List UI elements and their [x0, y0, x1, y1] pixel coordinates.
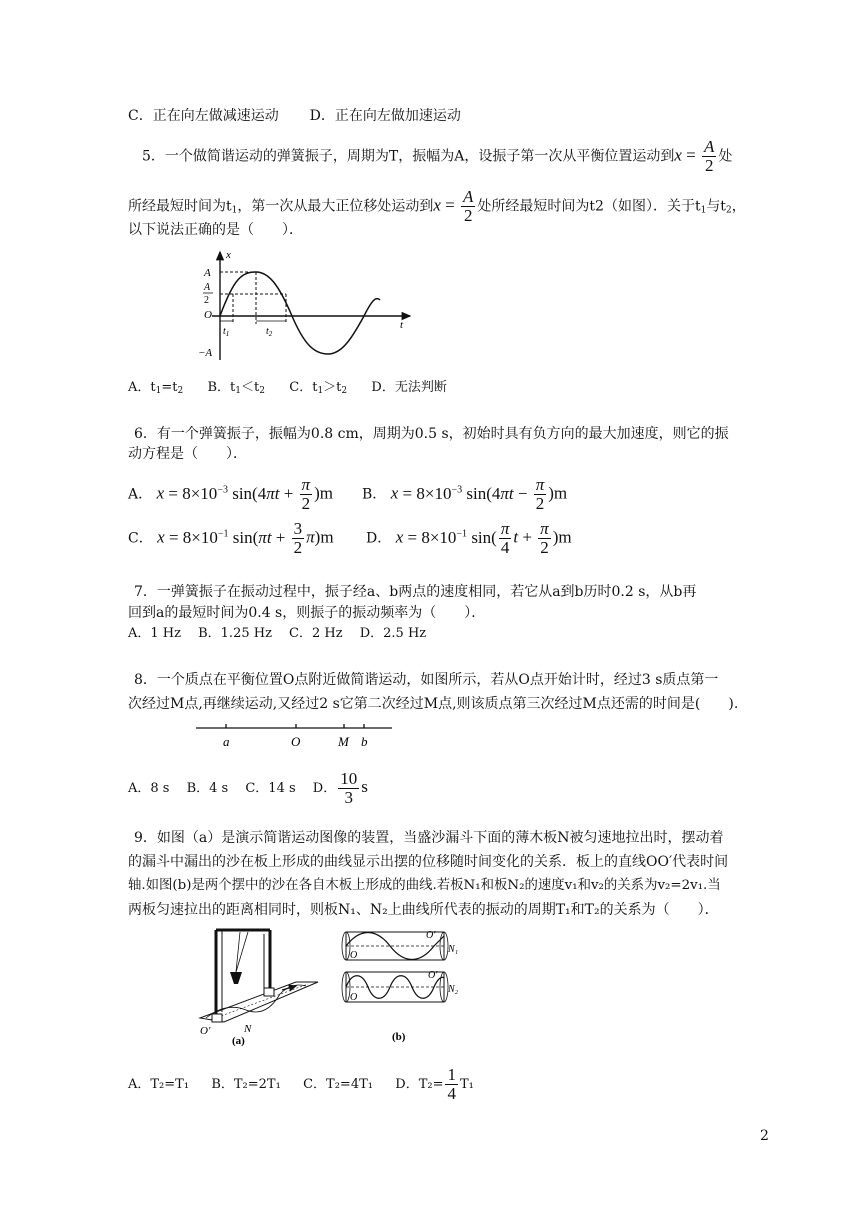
figure-b-caption: (b)	[392, 1031, 406, 1043]
q9-line4: 两板匀速拉出的距离相同时，则板N₁、N₂上曲线所代表的振动的周期T₁和T₂的关系为（ ）．	[128, 902, 719, 918]
q6-line1: 6．有一个弹簧振子，振幅为0.8 cm，周期为0.5 s，初始时具有负方向的最大加速度，则它的振	[134, 426, 729, 442]
q5-options: A．$t_1=t_2$ B．$t_1<t_2$ C．$t_1>t_2$ D．无法判断	[128, 380, 447, 396]
point-m-label: M	[338, 734, 349, 749]
half-amp-den: 2	[204, 295, 209, 306]
o2-label: O	[350, 992, 358, 1003]
o-prime-label: O′	[200, 1025, 211, 1037]
figure-a-caption: (a)	[232, 1035, 245, 1046]
board-n-label: N	[244, 1023, 252, 1035]
q8-line1: 8．一个质点在平衡位置O点附近做简谐运动，如图所示，若从O点开始计时，经过3 s质点第一	[134, 672, 719, 688]
o1-prime-label: O′	[426, 930, 436, 941]
q7-line2: 回到a的最短时间为0.4 s，则振子的振动频率为（ ）．	[128, 605, 486, 621]
q9-options: A．T₂=T₁ B．T₂=2T₁ C．T₂=4T₁ D．T₂= $\frac{1}{4}$ T₁	[128, 1065, 474, 1103]
q4-option-d: D．正在向左做加速运动	[309, 108, 461, 124]
o1-label: O	[350, 950, 358, 961]
q8-options: A．8 s B．4 s C．14 s D． $\frac{10}{3}$ s	[128, 769, 368, 807]
q9-line3: 轴.如图(b)是两个摆中的沙在各自木板上形成的曲线.若板N₁和板N₂的速度v₁和v₂的关系为v₂=2v₁.当	[128, 878, 721, 893]
half-amp-num: A	[204, 282, 211, 293]
neg-amplitude-label: −A	[198, 347, 213, 359]
q8-line2: 次经过M点,再继续运动,又经过2 s它第二次经过M点,则该质点第三次经过M点还需的时间是( ).	[128, 696, 739, 712]
q8-number-line	[196, 722, 396, 752]
q6-option-c: C． $x = 8\times 10^{-1}$ sin(πt + $\frac{3}{2}$ π)m	[128, 519, 334, 557]
q9-line1: 9．如图（a）是演示简谐运动图像的装置，当盛沙漏斗下面的薄木板N被匀速地拉出时，摆动着	[134, 830, 724, 846]
sine-curve	[220, 272, 380, 354]
t2-label: $t_2$	[266, 326, 273, 338]
page-number: 2	[760, 1128, 769, 1144]
n2-label: N₂	[448, 984, 459, 995]
q5-line1: 5．一个做简谐运动的弹簧振子，周期为T，振幅为A，设振子第一次从平衡位置运动到x = $\frac{A}{2}$ 处	[142, 137, 733, 175]
t1-label: $t_1$	[223, 326, 230, 338]
q6-option-a: A． $x = 8\times 10^{-3}$ sin(4πt + $\frac{\pi}{2}$ )m	[128, 475, 333, 513]
q7-line1: 7．一弹簧振子在振动过程中，振子经a、b两点的速度相同，若它从a到b历时0.2 s，从b再	[134, 584, 697, 600]
q9-line2: 的漏斗中漏出的沙在板上形成的曲线显示出摆的位移随时间变化的关系．板上的直线OO′代表时间	[128, 854, 729, 870]
q7-options: A．1 Hz B．1.25 Hz C．2 Hz D．2.5 Hz	[128, 626, 427, 641]
n1-label: N₁	[448, 944, 459, 955]
q5-displacement-graph	[190, 248, 420, 363]
q4-options	[128, 106, 461, 126]
point-o-label: O	[291, 734, 301, 749]
origin-label: O	[204, 309, 212, 321]
q5-line2: 所经最短时间为$t_1$，第一次从最大正位移处运动到x = $\frac{A}{2}$ 处所经最短时间为t2（如图）．关于$t_1$与$t_2$，	[128, 187, 746, 225]
point-a-label: a	[223, 734, 230, 749]
x-axis-label: x	[226, 249, 231, 261]
o2-prime-label: O′	[428, 970, 438, 981]
amplitude-label: A	[204, 267, 211, 279]
q6-option-b: B． $x = 8\times 10^{-3}$ sin(4πt − $\frac{\pi}{2}$ )m	[362, 475, 568, 513]
q9-figure-a-apparatus	[196, 922, 326, 1046]
q9-figure-b-traces	[336, 926, 466, 1046]
q6-line2: 动方程是（ ）．	[128, 446, 247, 462]
q5-line3: 以下说法正确的是（ ）．	[128, 222, 303, 238]
q6-option-d: D． $x = 8\times 10^{-1}$ sin( $\frac{\pi}{4}$ t + $\frac{\pi}{2}$ )m	[366, 519, 572, 557]
t-axis-label: t	[400, 319, 404, 331]
q4-option-c: C．正在向左做减速运动	[128, 108, 279, 124]
point-b-label: b	[361, 734, 368, 749]
